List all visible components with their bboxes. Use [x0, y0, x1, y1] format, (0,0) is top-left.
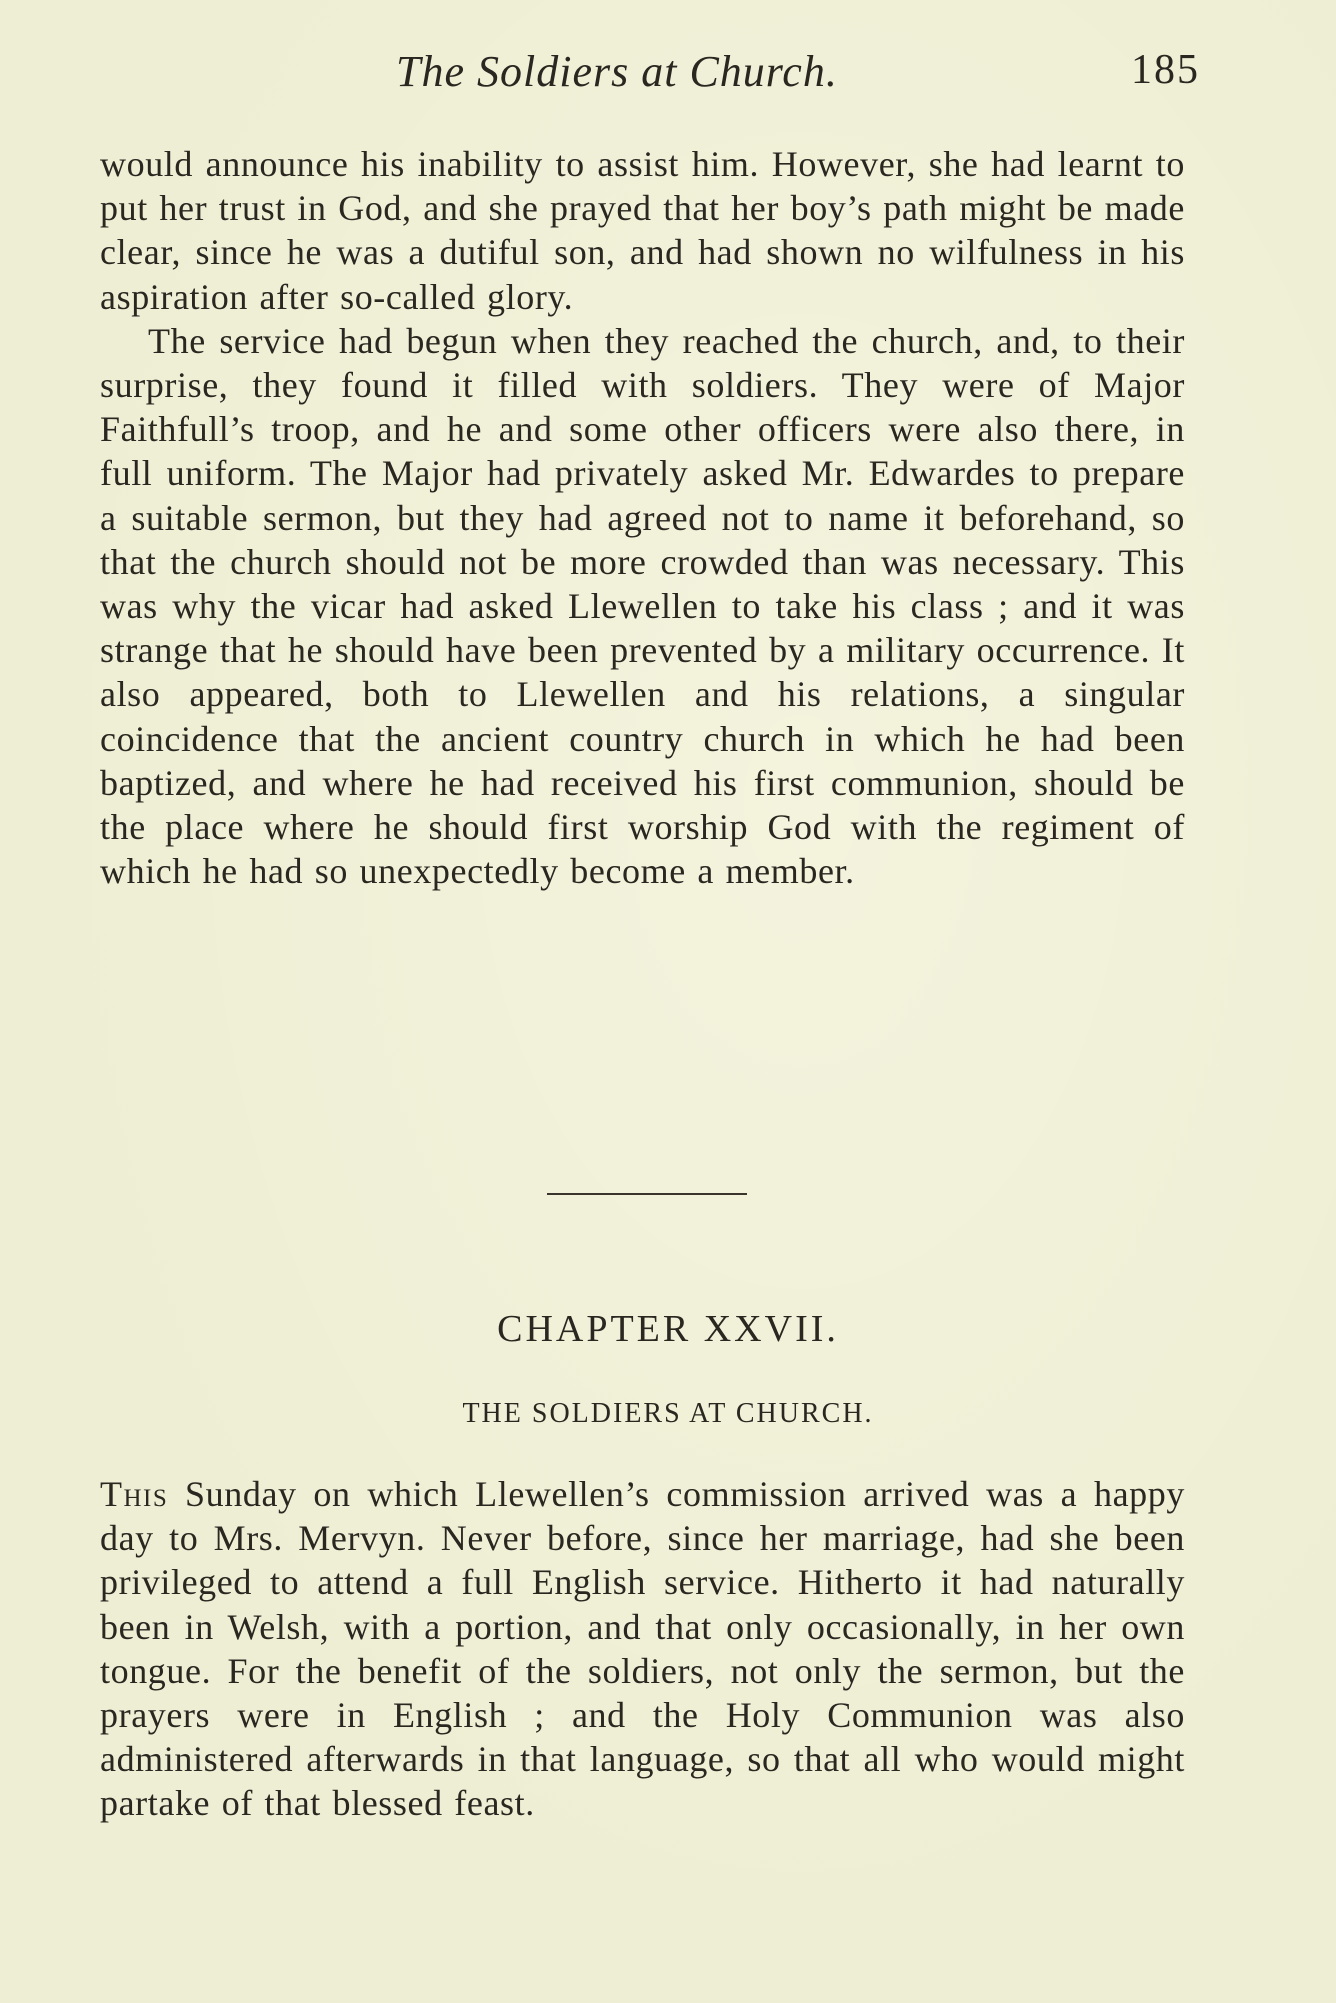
section-divider	[547, 1193, 747, 1195]
paragraph	[100, 1472, 1185, 1826]
paragraph-body: Sunday on which Llewellen’s commission arrived was a happy day to Mrs. Mervyn. Never before, since her marriage, had she been privileged to attend a full English service. Hitherto it had naturally been in Welsh, with a portion, and that only occasionally, in her own tongue. For the benefit of the soldiers, not only the sermon, but the prayers were in English ; and the Holy Communion was also administered afterwards in that language, so that all who would might partake of that blessed feast.	[100, 1474, 1185, 1824]
paragraph: would announce his inability to assist him. However, she had learnt to put her trust in God, and she prayed that her boy’s path might be made clear, since he was a dutiful son, and had shown no wilfulness in his aspiration after so-called glory.	[100, 144, 1185, 317]
running-title: The Soldiers at Church.	[396, 47, 838, 96]
opening-word: This	[100, 1474, 169, 1514]
running-head	[100, 46, 1200, 106]
continued-text	[100, 142, 1185, 893]
chapter-text	[100, 1472, 1185, 1826]
chapter-subtitle: THE SOLDIERS AT CHURCH.	[462, 1398, 874, 1429]
page-number: 185	[1131, 47, 1200, 93]
chapter-heading: CHAPTER XXVII.	[497, 1308, 839, 1350]
paragraph: The service had begun when they reached the church, and, to their surprise, they found it filled with soldiers. They were of Major Faithfull’s troop, and he and some other officers were also there, in full uniform. The Major had privately asked Mr. Edwardes to prepare a suitable sermon, but they had agreed not to name it beforehand, so that the church should not be more crowded than was necessary. This was why the vicar had asked Llewellen to take his class ; and it was strange that he should have been prevented by a military occurrence. It also appeared, both to Llewellen and his relations, a singular coincidence that the ancient country church in which he had been baptized, and where he had received his first communion, should be the place where he should first worship God with the regiment of which he had so unexpectedly become a member.	[100, 320, 1185, 892]
